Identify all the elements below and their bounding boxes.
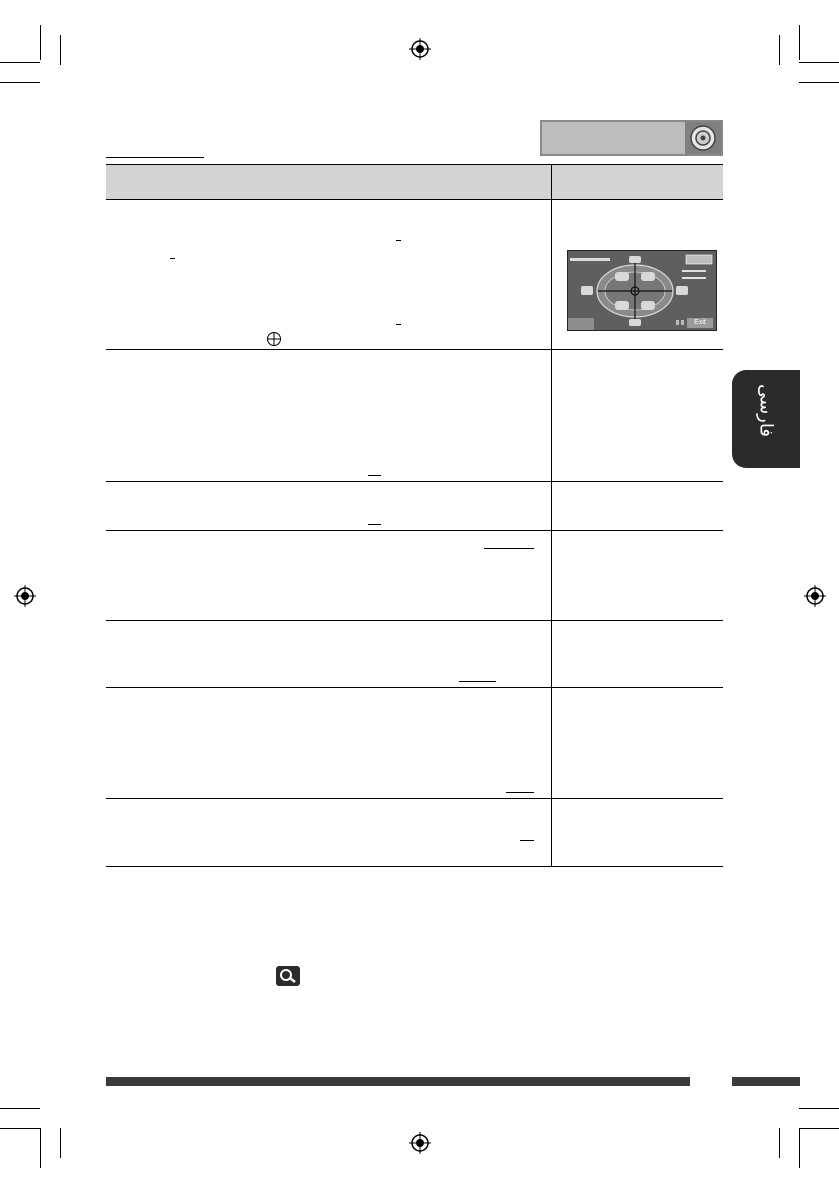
crosshair-icon <box>266 331 282 347</box>
search-icon <box>276 966 300 986</box>
crop-mark-tl-h <box>0 62 40 63</box>
text-underline <box>368 475 381 476</box>
text-underline <box>368 524 381 525</box>
crop-mark-tl-v2 <box>60 35 61 65</box>
registration-mark-icon <box>409 1132 431 1154</box>
crop-mark-tl-h2 <box>0 82 40 83</box>
table-column-separator <box>551 164 552 867</box>
text-underline <box>459 681 496 682</box>
table-row-divider <box>106 530 723 531</box>
footer-bar-left <box>106 1077 690 1086</box>
crop-mark-br-h <box>799 1108 839 1109</box>
table-header-row <box>106 164 723 200</box>
registration-mark-icon <box>409 38 431 60</box>
text-underline <box>396 324 401 325</box>
section-title-underline <box>106 157 204 158</box>
crop-mark-br-v <box>779 1128 780 1158</box>
table-row-divider <box>106 620 723 621</box>
crop-mark-tl-v <box>40 25 41 60</box>
table-row-divider <box>106 349 723 350</box>
crop-mark-tr-v <box>779 35 780 65</box>
crop-mark-br-v2 <box>799 1128 800 1168</box>
text-underline <box>506 792 534 793</box>
footer-bar-right <box>732 1077 800 1086</box>
table-bottom-border <box>106 866 723 867</box>
crop-mark-tr-h <box>799 62 839 63</box>
crop-mark-bl-h <box>0 1108 40 1109</box>
screen-exit-button: Exit <box>687 318 713 328</box>
table-row-divider <box>106 798 723 799</box>
speaker-icon-box <box>685 122 721 154</box>
table-row-divider <box>106 481 723 482</box>
speaker-icon <box>685 122 721 154</box>
registration-mark-icon <box>14 585 36 607</box>
speaker-position-screen-thumbnail <box>567 250 717 331</box>
section-header-box <box>540 120 723 156</box>
crop-mark-tr-v2 <box>799 25 800 60</box>
side-tab-label: فارسی <box>755 384 777 437</box>
text-underline <box>396 240 401 241</box>
table-row-divider <box>106 687 723 688</box>
crop-mark-bl-h2 <box>0 1128 40 1129</box>
crop-mark-tr-h2 <box>799 82 839 83</box>
language-side-tab <box>732 370 800 468</box>
crop-mark-bl-v2 <box>60 1128 61 1158</box>
text-underline <box>170 258 175 259</box>
crop-mark-br-h2 <box>799 1128 839 1129</box>
text-underline <box>520 840 534 841</box>
registration-mark-icon <box>804 585 826 607</box>
text-underline <box>484 548 534 549</box>
crop-mark-bl-v <box>40 1128 41 1168</box>
